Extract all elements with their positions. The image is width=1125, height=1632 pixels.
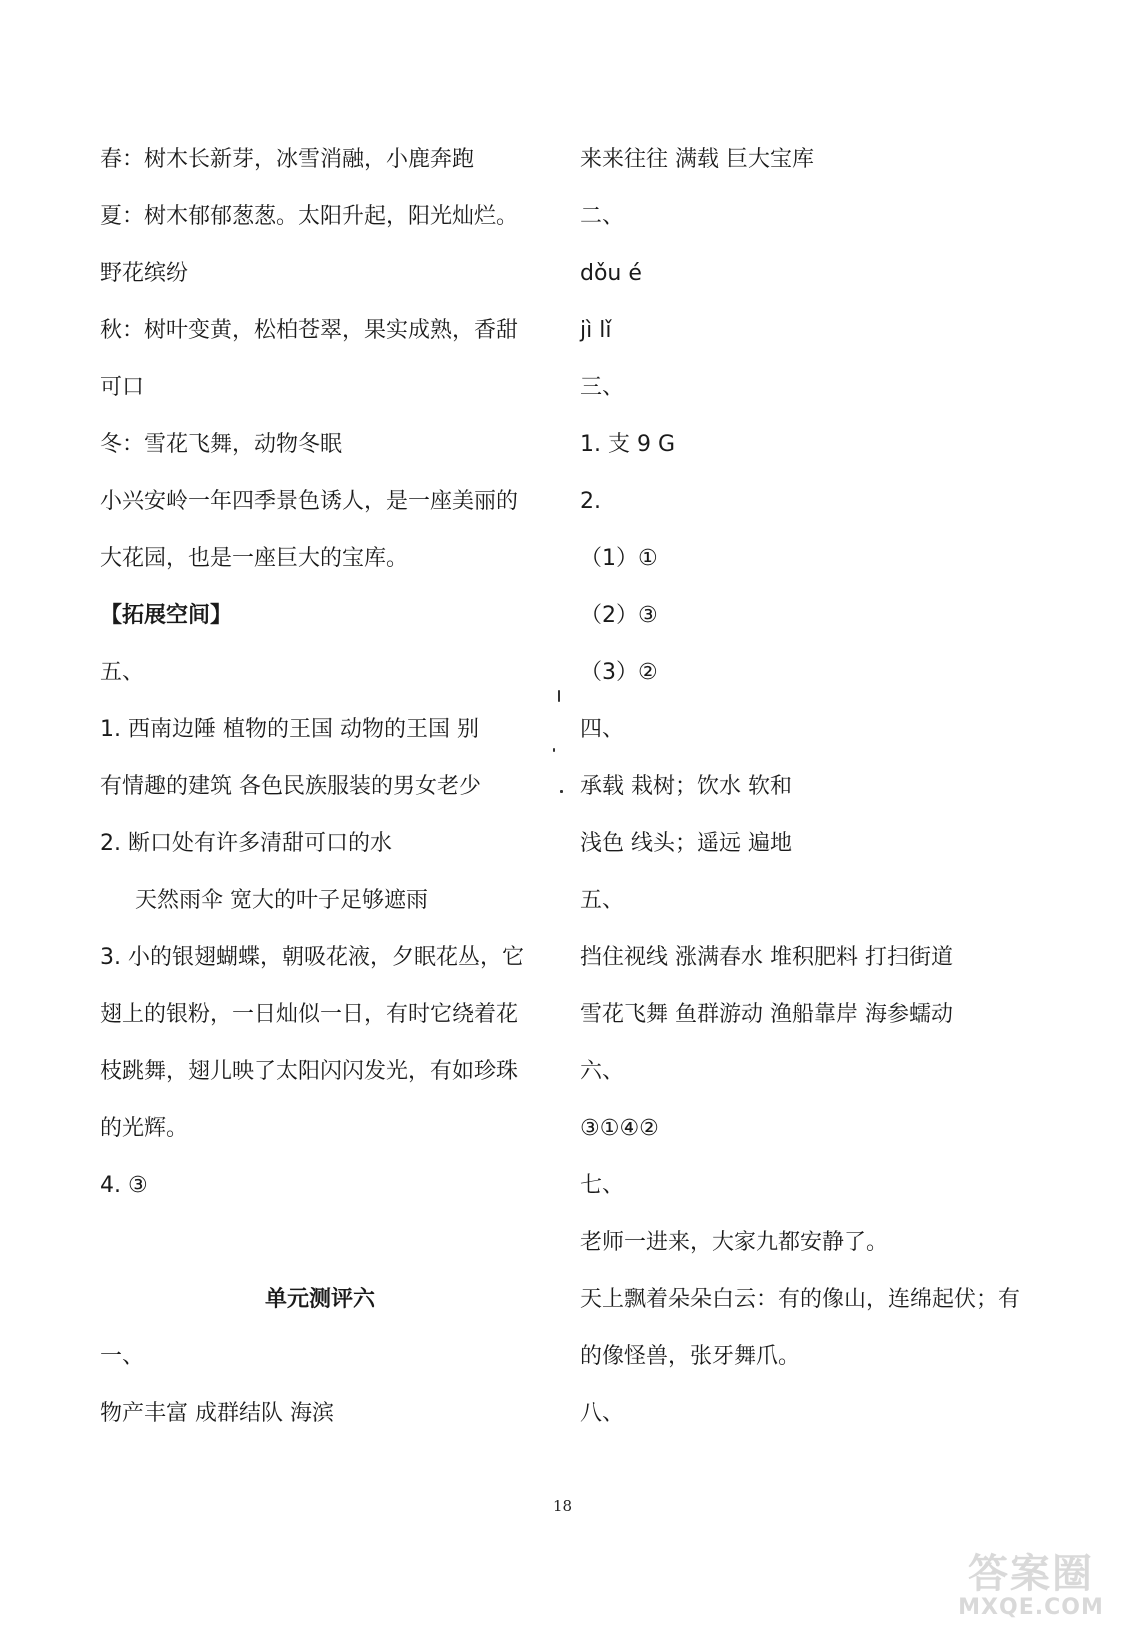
watermark-text: 答案圈 bbox=[968, 1551, 1094, 1597]
section-number: 二、 bbox=[580, 204, 625, 229]
answer-line: 物产丰富 成群结队 海滨 bbox=[100, 1401, 334, 1426]
answer-line: 大花园，也是一座巨大的宝库。 bbox=[100, 546, 409, 571]
answer-line: 1. 支 9 G bbox=[580, 432, 676, 457]
page-number: 18 bbox=[552, 1497, 573, 1515]
answer-line: （1）① bbox=[580, 546, 658, 571]
answer-line: 1. 西南边陲 植物的王国 动物的王国 别 bbox=[100, 717, 479, 742]
answer-line: 可口 bbox=[100, 375, 145, 400]
pinyin-line: dǒu é bbox=[580, 261, 642, 286]
answer-line: 天然雨伞 宽大的叶子足够遮雨 bbox=[135, 888, 428, 913]
scan-speck bbox=[553, 748, 555, 752]
section-number: 一、 bbox=[100, 1344, 145, 1369]
watermark-url: MXQE.COM bbox=[958, 1595, 1104, 1620]
answer-line: 的光辉。 bbox=[100, 1116, 189, 1141]
answer-line: 4. ③ bbox=[100, 1173, 148, 1198]
unit-test-title: 单元测评六 bbox=[265, 1287, 376, 1312]
answer-line: 挡住视线 涨满春水 堆积肥料 打扫街道 bbox=[580, 945, 953, 970]
answer-line: 2. bbox=[580, 489, 601, 514]
section-number: 八、 bbox=[580, 1401, 625, 1426]
answer-line: 春：树木长新芽，冰雪消融，小鹿奔跑 bbox=[100, 147, 475, 172]
answer-line: 天上飘着朵朵白云：有的像山，连绵起伏；有 bbox=[580, 1287, 1021, 1312]
answer-line: 秋：树叶变黄，松柏苍翠，果实成熟，香甜 bbox=[100, 318, 519, 343]
pinyin-line: jì lǐ bbox=[580, 318, 612, 343]
answer-line: 有情趣的建筑 各色民族服装的男女老少 bbox=[100, 774, 481, 799]
answer-line: 枝跳舞，翅儿映了太阳闪闪发光，有如珍珠 bbox=[100, 1059, 519, 1084]
section-number: 五、 bbox=[100, 660, 145, 685]
section-number: 七、 bbox=[580, 1173, 625, 1198]
answer-line: 来来往往 满载 巨大宝库 bbox=[580, 147, 814, 172]
answer-line: 2. 断口处有许多清甜可口的水 bbox=[100, 831, 392, 856]
answer-line: 3. 小的银翅蝴蝶，朝吸花液，夕眠花丛，它 bbox=[100, 945, 524, 970]
section-number: 五、 bbox=[580, 888, 625, 913]
answer-line: 夏：树木郁郁葱葱。太阳升起，阳光灿烂。 bbox=[100, 204, 519, 229]
scan-speck bbox=[558, 690, 560, 702]
answer-line: 野花缤纷 bbox=[100, 261, 189, 286]
watermark-logo bbox=[951, 1552, 1111, 1622]
answer-line: 老师一进来，大家九都安静了。 bbox=[580, 1230, 889, 1255]
answer-line: 浅色 线头；遥远 遍地 bbox=[580, 831, 792, 856]
answer-line: 翅上的银粉，一日灿似一日，有时它绕着花 bbox=[100, 1002, 519, 1027]
answer-line: ③①④② bbox=[580, 1116, 659, 1141]
section-number: 三、 bbox=[580, 375, 625, 400]
answer-line: 雪花飞舞 鱼群游动 渔船靠岸 海参蠕动 bbox=[580, 1002, 953, 1027]
answer-line: （3）② bbox=[580, 660, 658, 685]
answer-line: （2）③ bbox=[580, 603, 658, 628]
scan-speck bbox=[560, 790, 563, 793]
answer-line: 冬：雪花飞舞，动物冬眠 bbox=[100, 432, 343, 457]
answer-line: 的像怪兽，张牙舞爪。 bbox=[580, 1344, 801, 1369]
section-heading: 【拓展空间】 bbox=[100, 603, 233, 628]
answer-line: 小兴安岭一年四季景色诱人，是一座美丽的 bbox=[100, 489, 519, 514]
section-number: 四、 bbox=[580, 717, 625, 742]
answer-line: 承载 栽树；饮水 软和 bbox=[580, 774, 792, 799]
section-number: 六、 bbox=[580, 1059, 625, 1084]
